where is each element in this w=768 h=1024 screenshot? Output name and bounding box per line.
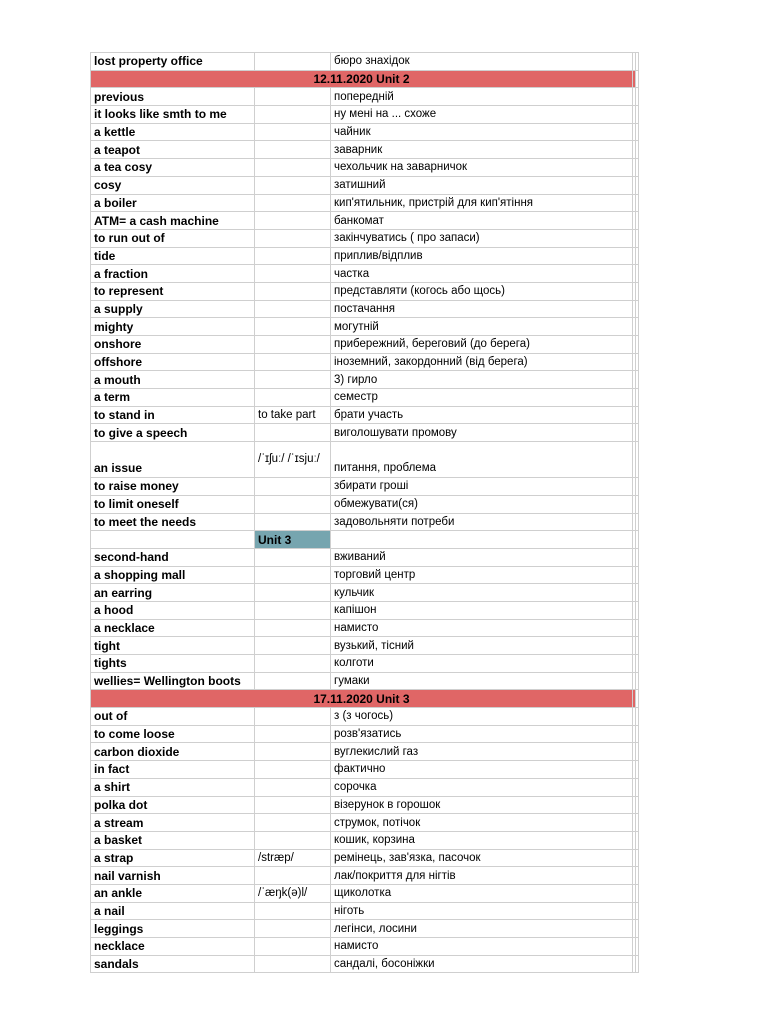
note-cell[interactable]: [255, 955, 331, 973]
term-cell[interactable]: second-hand: [91, 548, 255, 566]
translation-cell[interactable]: чехольчик на заварничок: [331, 159, 633, 177]
term-cell[interactable]: offshore: [91, 353, 255, 371]
term-cell[interactable]: a hood: [91, 601, 255, 619]
spacer-cell[interactable]: [636, 478, 639, 496]
translation-cell[interactable]: торговий центр: [331, 566, 633, 584]
vocab-row: [91, 176, 639, 194]
term-cell[interactable]: sandals: [91, 955, 255, 973]
spacer-cell[interactable]: [636, 247, 639, 265]
note-cell[interactable]: [255, 336, 331, 354]
term-cell[interactable]: a fraction: [91, 265, 255, 283]
note-cell[interactable]: [255, 495, 331, 513]
spacer-cell[interactable]: [636, 513, 639, 531]
vocab-row: [91, 371, 639, 389]
spacer-cell[interactable]: [636, 601, 639, 619]
spacer-cell[interactable]: [636, 884, 639, 902]
translation-cell[interactable]: 3) гирло: [331, 371, 633, 389]
vocab-row: [91, 601, 639, 619]
term-cell[interactable]: it looks like smth to me: [91, 106, 255, 124]
term-cell[interactable]: to meet the needs: [91, 513, 255, 531]
note-cell[interactable]: [255, 106, 331, 124]
term-cell[interactable]: a teapot: [91, 141, 255, 159]
vocab-row: [91, 708, 639, 726]
translation-cell[interactable]: сорочка: [331, 778, 633, 796]
translation-cell[interactable]: вузький, тісний: [331, 637, 633, 655]
term-cell[interactable]: to give a speech: [91, 424, 255, 442]
translation-cell[interactable]: задовольняти потреби: [331, 513, 633, 531]
term-cell[interactable]: a strap: [91, 849, 255, 867]
term-cell[interactable]: a tea cosy: [91, 159, 255, 177]
translation-cell[interactable]: сандалі, босоніжки: [331, 955, 633, 973]
term-cell[interactable]: a stream: [91, 814, 255, 832]
vocab-row: [91, 619, 639, 637]
note-cell[interactable]: [255, 655, 331, 673]
note-cell[interactable]: [255, 743, 331, 761]
spacer-cell[interactable]: [636, 212, 639, 230]
translation-cell[interactable]: закінчуватись ( про запаси): [331, 229, 633, 247]
translation-cell[interactable]: намисто: [331, 938, 633, 956]
translation-cell[interactable]: затишний: [331, 176, 633, 194]
vocab-row: [91, 88, 639, 106]
translation-cell[interactable]: гумаки: [331, 672, 633, 690]
spacer-cell[interactable]: [636, 229, 639, 247]
vocab-row: [91, 655, 639, 673]
term-cell[interactable]: a supply: [91, 300, 255, 318]
translation-cell[interactable]: кошик, корзина: [331, 831, 633, 849]
translation-cell[interactable]: іноземний, закордонний (від берега): [331, 353, 633, 371]
spacer-cell[interactable]: [636, 619, 639, 637]
vocab-row: [91, 884, 639, 902]
translation-cell[interactable]: кульчик: [331, 584, 633, 602]
translation-cell[interactable]: капішон: [331, 601, 633, 619]
note-cell[interactable]: [255, 867, 331, 885]
term-cell[interactable]: lost property office: [91, 53, 255, 71]
note-cell[interactable]: [255, 548, 331, 566]
translation-cell[interactable]: семестр: [331, 389, 633, 407]
vocab-row: [91, 406, 639, 424]
spacer-cell[interactable]: [636, 194, 639, 212]
spacer-cell[interactable]: [636, 902, 639, 920]
translation-cell[interactable]: приплив/відплив: [331, 247, 633, 265]
vocab-row: [91, 123, 639, 141]
vocab-row: [91, 902, 639, 920]
vocab-row: [91, 584, 639, 602]
spacer-cell[interactable]: [636, 353, 639, 371]
vocab-row: [91, 300, 639, 318]
term-cell[interactable]: mighty: [91, 318, 255, 336]
unit-label-row: [91, 531, 639, 549]
vocabulary-table: [90, 52, 639, 973]
spacer-cell[interactable]: [636, 761, 639, 779]
note-cell[interactable]: [255, 938, 331, 956]
translation-cell[interactable]: виголошувати промову: [331, 424, 633, 442]
term-cell[interactable]: carbon dioxide: [91, 743, 255, 761]
note-cell[interactable]: /stræp/: [255, 849, 331, 867]
translation-cell[interactable]: розв'язатись: [331, 725, 633, 743]
term-cell[interactable]: nail varnish: [91, 867, 255, 885]
note-cell[interactable]: [255, 637, 331, 655]
spacer-cell[interactable]: [636, 566, 639, 584]
vocab-row: [91, 796, 639, 814]
spacer-cell[interactable]: [636, 743, 639, 761]
note-cell[interactable]: [255, 194, 331, 212]
spacer-cell[interactable]: [636, 814, 639, 832]
spacer-cell[interactable]: [636, 265, 639, 283]
vocab-row: [91, 265, 639, 283]
note-cell[interactable]: [255, 902, 331, 920]
translation-cell[interactable]: ремінець, зав'язка, пасочок: [331, 849, 633, 867]
spacer-cell[interactable]: [636, 371, 639, 389]
spacer-cell[interactable]: [636, 796, 639, 814]
term-cell[interactable]: a shirt: [91, 778, 255, 796]
vocab-row: [91, 761, 639, 779]
note-cell[interactable]: [255, 478, 331, 496]
translation-cell[interactable]: струмок, потічок: [331, 814, 633, 832]
term-cell[interactable]: ATM= a cash machine: [91, 212, 255, 230]
note-cell[interactable]: [255, 176, 331, 194]
unit-label[interactable]: Unit 3: [255, 531, 331, 549]
section-title[interactable]: 12.11.2020 Unit 2: [91, 70, 633, 88]
note-cell[interactable]: [255, 708, 331, 726]
vocab-row: [91, 495, 639, 513]
translation-cell[interactable]: заварник: [331, 141, 633, 159]
vocab-row: [91, 778, 639, 796]
translation-cell[interactable]: попередній: [331, 88, 633, 106]
vocab-row: [91, 424, 639, 442]
note-cell[interactable]: [255, 672, 331, 690]
note-cell[interactable]: [255, 601, 331, 619]
note-cell[interactable]: [255, 212, 331, 230]
spacer-cell[interactable]: [636, 406, 639, 424]
spacer-cell[interactable]: [636, 831, 639, 849]
translation-cell[interactable]: ніготь: [331, 902, 633, 920]
translation-cell[interactable]: обмежувати(ся): [331, 495, 633, 513]
translation-cell[interactable]: частка: [331, 265, 633, 283]
translation-cell[interactable]: візерунок в горошок: [331, 796, 633, 814]
note-cell[interactable]: [255, 300, 331, 318]
translation-cell[interactable]: фактично: [331, 761, 633, 779]
term-cell[interactable]: polka dot: [91, 796, 255, 814]
note-cell[interactable]: [255, 619, 331, 637]
term-cell[interactable]: tight: [91, 637, 255, 655]
term-cell[interactable]: a mouth: [91, 371, 255, 389]
translation-cell[interactable]: постачання: [331, 300, 633, 318]
vocab-row: [91, 743, 639, 761]
term-cell[interactable]: to run out of: [91, 229, 255, 247]
translation-cell[interactable]: щиколотка: [331, 884, 633, 902]
translation-cell[interactable]: кип'ятильник, пристрій для кип'ятіння: [331, 194, 633, 212]
term-cell[interactable]: to represent: [91, 282, 255, 300]
spacer-cell[interactable]: [636, 70, 639, 88]
spacer-cell[interactable]: [636, 548, 639, 566]
term-cell[interactable]: onshore: [91, 336, 255, 354]
vocab-row: [91, 566, 639, 584]
spacer-cell[interactable]: [636, 690, 639, 708]
term-cell[interactable]: an ankle: [91, 884, 255, 902]
term-cell[interactable]: a necklace: [91, 619, 255, 637]
vocab-row: [91, 336, 639, 354]
vocab-row: [91, 442, 639, 478]
note-cell[interactable]: [255, 778, 331, 796]
vocab-row: [91, 955, 639, 973]
spacer-cell[interactable]: [636, 655, 639, 673]
note-cell[interactable]: [255, 229, 331, 247]
spacer-cell[interactable]: [636, 141, 639, 159]
translation-cell[interactable]: легінси, лосини: [331, 920, 633, 938]
term-cell[interactable]: out of: [91, 708, 255, 726]
note-cell[interactable]: [255, 796, 331, 814]
vocab-row: [91, 141, 639, 159]
spacer-cell[interactable]: [636, 318, 639, 336]
note-cell[interactable]: [255, 513, 331, 531]
note-cell[interactable]: [255, 353, 331, 371]
spacer-cell[interactable]: [636, 300, 639, 318]
term-cell[interactable]: a nail: [91, 902, 255, 920]
vocab-row: [91, 867, 639, 885]
translation-cell[interactable]: вживаний: [331, 548, 633, 566]
vocab-row: [91, 831, 639, 849]
vocab-row: [91, 159, 639, 177]
vocab-row: [91, 938, 639, 956]
section-header-row: [91, 70, 639, 88]
note-cell[interactable]: [255, 123, 331, 141]
term-cell[interactable]: an issue: [91, 442, 255, 478]
spacer-cell[interactable]: [636, 176, 639, 194]
term-cell[interactable]: leggings: [91, 920, 255, 938]
translation-cell[interactable]: збирати гроші: [331, 478, 633, 496]
spacer-cell[interactable]: [636, 53, 639, 71]
spacer-cell[interactable]: [636, 708, 639, 726]
vocab-row: [91, 725, 639, 743]
translation-cell[interactable]: намисто: [331, 619, 633, 637]
term-cell[interactable]: a basket: [91, 831, 255, 849]
vocab-row: [91, 353, 639, 371]
vocab-row: [91, 849, 639, 867]
term-cell[interactable]: a shopping mall: [91, 566, 255, 584]
term-cell[interactable]: a term: [91, 389, 255, 407]
translation-cell[interactable]: ну мені на ... схоже: [331, 106, 633, 124]
note-cell[interactable]: [255, 831, 331, 849]
note-cell[interactable]: [255, 141, 331, 159]
note-cell[interactable]: [255, 318, 331, 336]
translation-cell[interactable]: банкомат: [331, 212, 633, 230]
translation-cell[interactable]: лак/покриття для нігтів: [331, 867, 633, 885]
vocab-row: [91, 513, 639, 531]
term-cell[interactable]: a boiler: [91, 194, 255, 212]
note-cell[interactable]: [255, 424, 331, 442]
translation-cell[interactable]: вуглекислий газ: [331, 743, 633, 761]
spacer-cell[interactable]: [636, 88, 639, 106]
note-cell[interactable]: [255, 725, 331, 743]
spacer-cell[interactable]: [636, 725, 639, 743]
note-cell[interactable]: /ˈæŋk(ə)l/: [255, 884, 331, 902]
vocab-row: [91, 478, 639, 496]
spacer-cell[interactable]: [636, 106, 639, 124]
spacer-cell[interactable]: [636, 123, 639, 141]
term-cell[interactable]: to limit oneself: [91, 495, 255, 513]
translation-cell[interactable]: питання, проблема: [331, 442, 633, 478]
note-cell[interactable]: /ˈɪʃuː/ /ˈɪsjuː/: [255, 442, 331, 478]
spacer-cell[interactable]: [636, 584, 639, 602]
note-cell[interactable]: [255, 282, 331, 300]
term-cell[interactable]: tights: [91, 655, 255, 673]
note-cell[interactable]: [255, 814, 331, 832]
vocab-row: [91, 229, 639, 247]
term-cell[interactable]: to stand in: [91, 406, 255, 424]
vocab-row: [91, 247, 639, 265]
term-cell[interactable]: tide: [91, 247, 255, 265]
term-cell[interactable]: wellies= Wellington boots: [91, 672, 255, 690]
spacer-cell[interactable]: [636, 672, 639, 690]
spacer-cell[interactable]: [636, 920, 639, 938]
note-cell[interactable]: [255, 761, 331, 779]
note-cell[interactable]: to take part: [255, 406, 331, 424]
note-cell[interactable]: [255, 159, 331, 177]
spacer-cell[interactable]: [636, 637, 639, 655]
section-title[interactable]: 17.11.2020 Unit 3: [91, 690, 633, 708]
term-cell[interactable]: to come loose: [91, 725, 255, 743]
translation-cell[interactable]: могутній: [331, 318, 633, 336]
translation-cell[interactable]: колготи: [331, 655, 633, 673]
vocab-row: [91, 637, 639, 655]
vocab-row: [91, 814, 639, 832]
vocab-row: [91, 548, 639, 566]
note-cell[interactable]: [255, 265, 331, 283]
spacer-cell[interactable]: [636, 495, 639, 513]
spacer-cell[interactable]: [636, 336, 639, 354]
section-header-row: [91, 690, 639, 708]
spacer-cell[interactable]: [636, 778, 639, 796]
vocab-row: [91, 318, 639, 336]
translation-cell[interactable]: бюро знахідок: [331, 53, 633, 71]
spacer-cell[interactable]: [636, 442, 639, 478]
translation-cell[interactable]: прибережний, береговий (до берега): [331, 336, 633, 354]
vocab-row: [91, 53, 639, 71]
spacer-cell[interactable]: [636, 849, 639, 867]
term-cell[interactable]: a kettle: [91, 123, 255, 141]
note-cell[interactable]: [255, 584, 331, 602]
spacer-cell[interactable]: [636, 955, 639, 973]
term-cell[interactable]: necklace: [91, 938, 255, 956]
spacer-cell[interactable]: [636, 282, 639, 300]
vocab-row: [91, 106, 639, 124]
note-cell[interactable]: [255, 88, 331, 106]
spacer-cell[interactable]: [636, 424, 639, 442]
note-cell[interactable]: [255, 371, 331, 389]
term-cell[interactable]: previous: [91, 88, 255, 106]
vocab-row: [91, 282, 639, 300]
vocab-row: [91, 194, 639, 212]
spacer-cell[interactable]: [636, 159, 639, 177]
translation-cell[interactable]: з (з чогось): [331, 708, 633, 726]
note-cell[interactable]: [255, 389, 331, 407]
spacer-cell[interactable]: [636, 389, 639, 407]
spacer-cell[interactable]: [636, 867, 639, 885]
translation-cell[interactable]: брати участь: [331, 406, 633, 424]
spacer-cell[interactable]: [636, 938, 639, 956]
term-cell[interactable]: in fact: [91, 761, 255, 779]
term-cell[interactable]: [91, 531, 255, 549]
vocabulary-table-body: [91, 53, 639, 973]
note-cell[interactable]: [255, 53, 331, 71]
vocab-row: [91, 389, 639, 407]
vocab-row: [91, 672, 639, 690]
note-cell[interactable]: [255, 247, 331, 265]
note-cell[interactable]: [255, 566, 331, 584]
vocab-row: [91, 212, 639, 230]
term-cell[interactable]: an earring: [91, 584, 255, 602]
note-cell[interactable]: [255, 920, 331, 938]
term-cell[interactable]: to raise money: [91, 478, 255, 496]
term-cell[interactable]: cosy: [91, 176, 255, 194]
vocab-row: [91, 920, 639, 938]
translation-cell[interactable]: [331, 531, 633, 549]
translation-cell[interactable]: представляти (когось або щось): [331, 282, 633, 300]
spacer-cell[interactable]: [636, 531, 639, 549]
translation-cell[interactable]: чайник: [331, 123, 633, 141]
